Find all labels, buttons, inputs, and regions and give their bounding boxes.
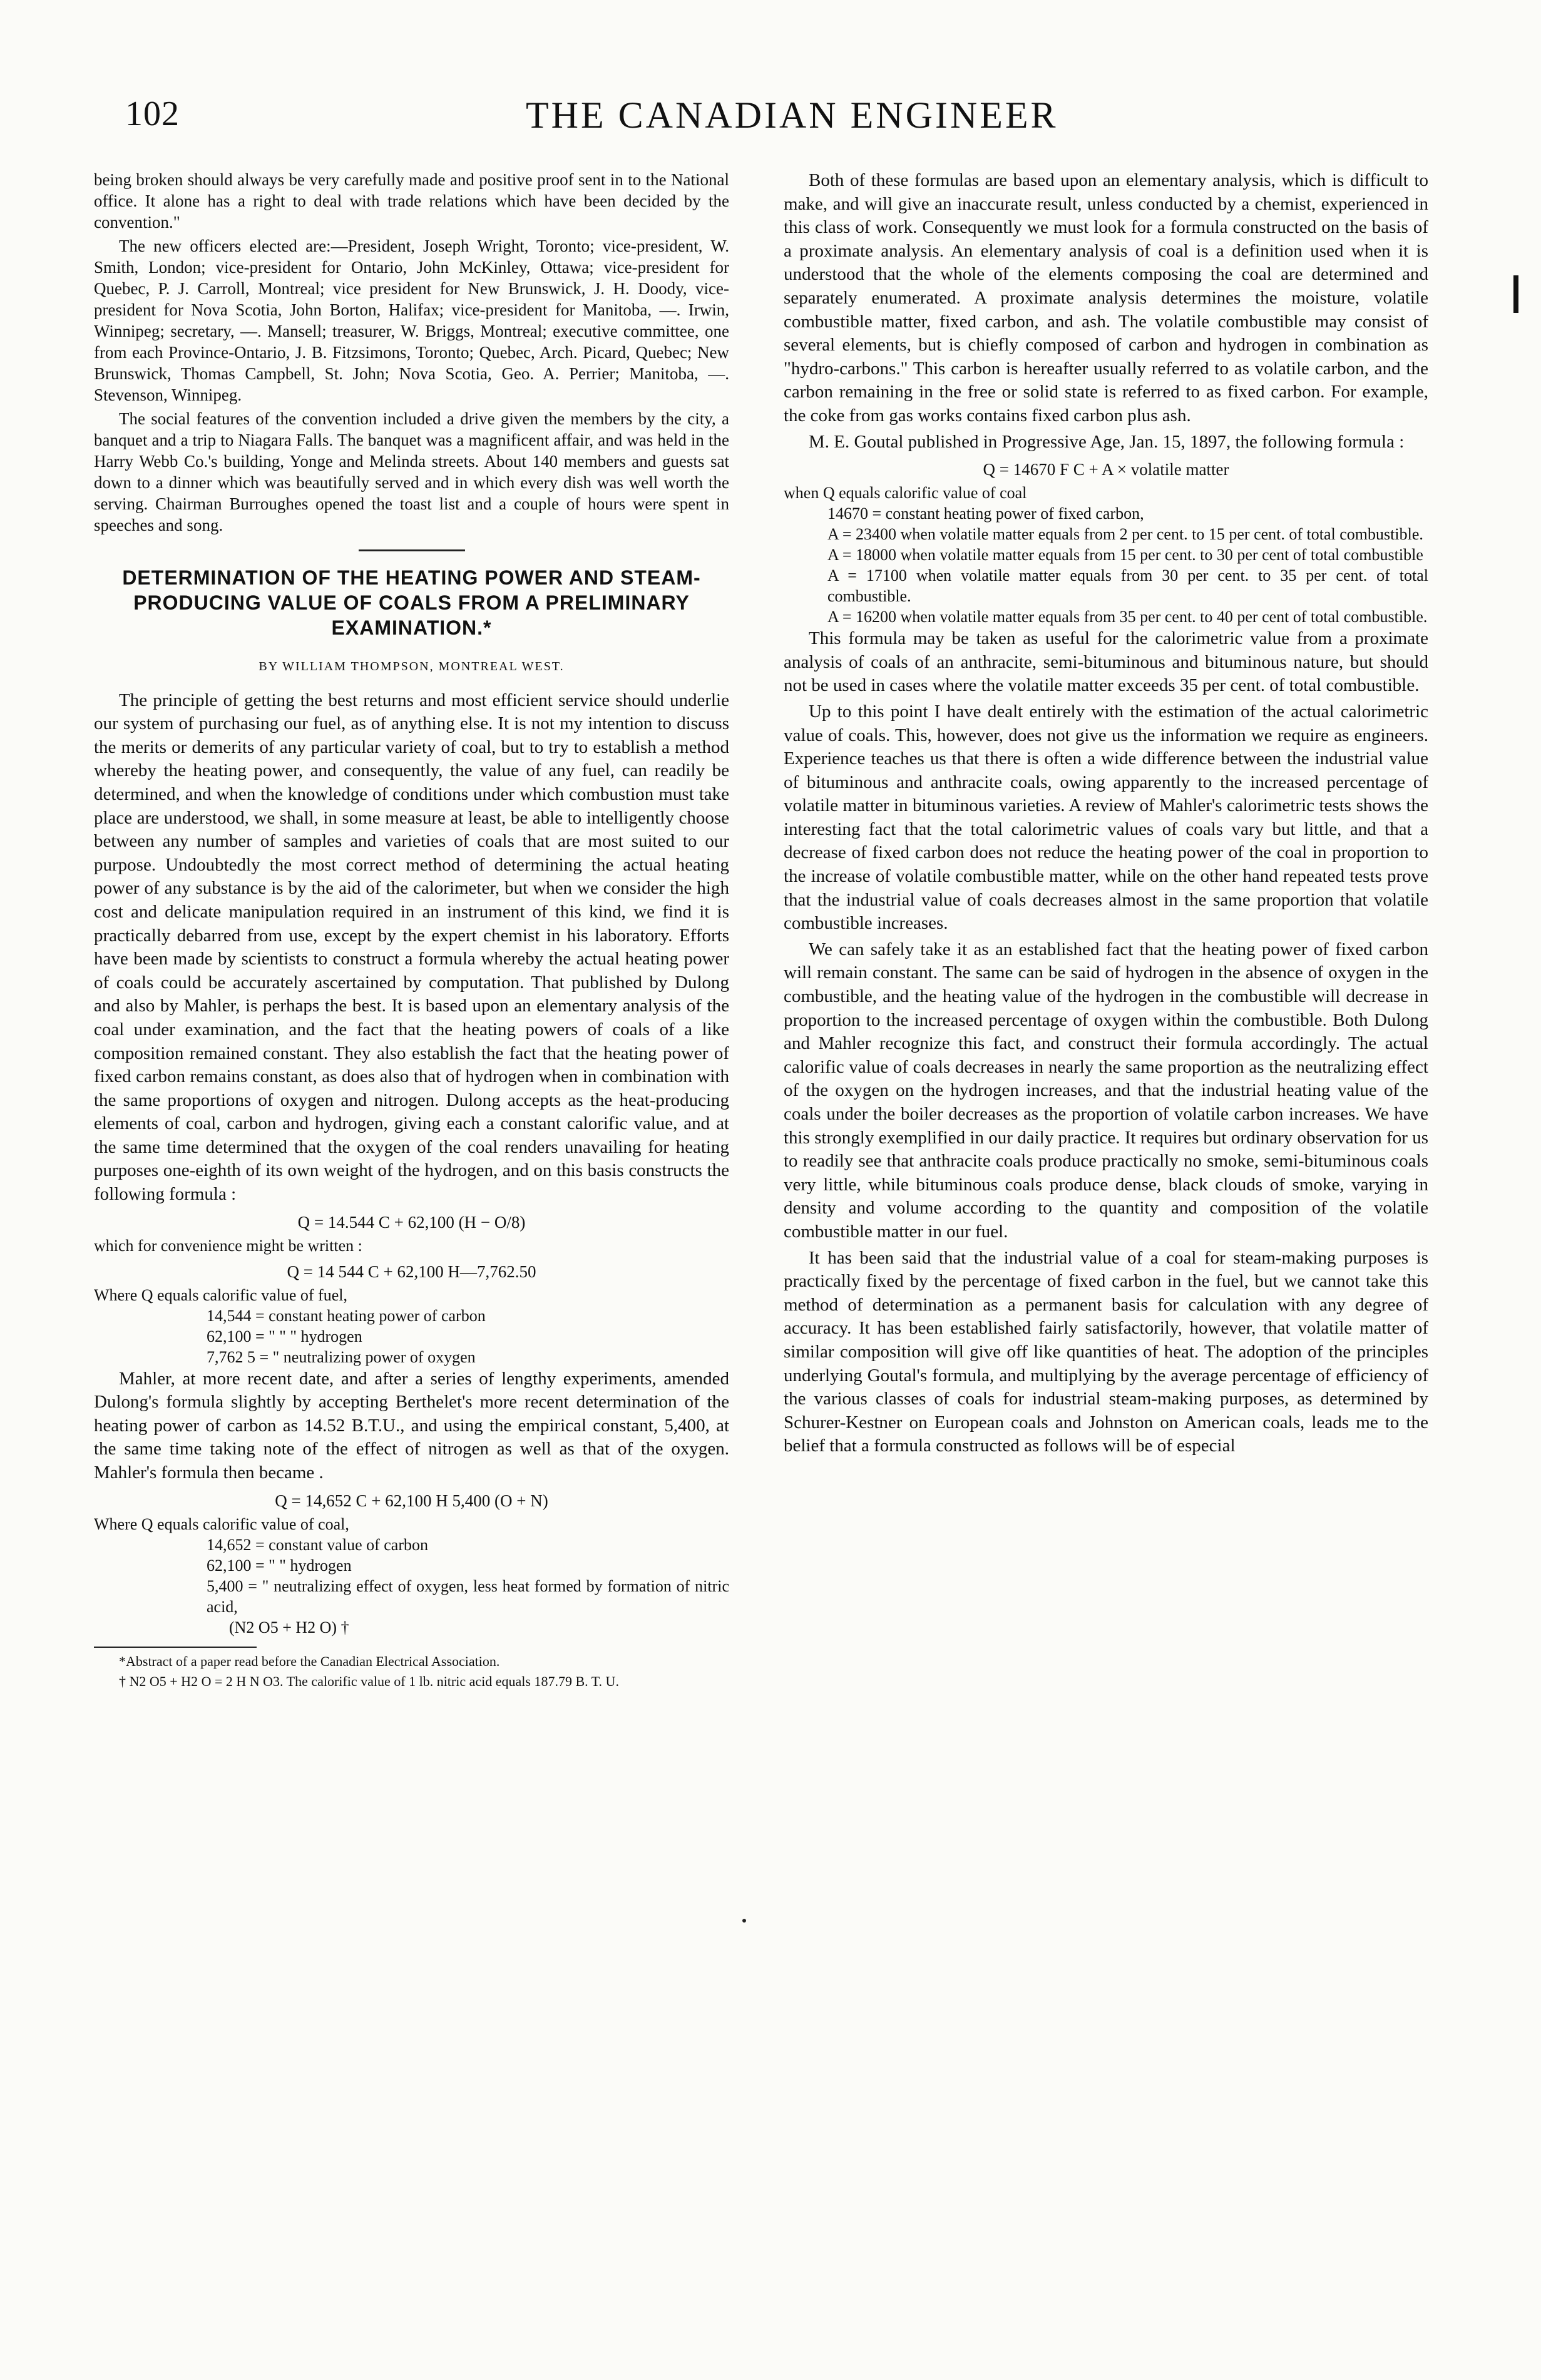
byline: BY WILLIAM THOMPSON, MONTREAL WEST. bbox=[259, 660, 565, 673]
formula-where: Where Q equals calorific value of coal, bbox=[94, 1514, 349, 1533]
dulong-formula: Q = 14.544 C + 62,100 (H − O/8) bbox=[297, 1212, 526, 1232]
body-paragraph: Mahler, at more recent date, and after a series of lengthy experiments, amended Dulong's formula slightly by accepting Berthelet's more recent determination of the heating power of carbon as 14.52 B.T.U., and using the empirical constant, 5,400, at the same time taking note of the effect of nitrogen as well as that of the oxygen. Mahler's formula then became . bbox=[94, 1368, 729, 1483]
footnote-divider bbox=[94, 1647, 257, 1648]
goutal-formula: Q = 14670 F C + A × volatile matter bbox=[983, 460, 1229, 479]
formula-definition: 14670 = constant heating power of fixed carbon, bbox=[827, 504, 1144, 523]
social-paragraph: The social features of the convention included a drive given the members by the city, a banquet and a trip to Niagara Falls. The banquet was a magnificent affair, and was held in the Harry Webb Co.'s building, Yonge and Melinda streets. About 140 members and guests sat down to a dinner which was beautifully served and in which every dish was well worth the serving. Chairman Burroughes opened the toast list and a couple of hours were spent in speeches and song. bbox=[94, 409, 729, 534]
formula-definition: 5,400 = " neutralizing effect of oxygen, less heat formed by formation of nitric acid, bbox=[207, 1576, 729, 1616]
officers-paragraph: The new officers elected are:—President, Joseph Wright, Toronto; vice-president, W. Smith, London; vice-president for Ontario, John McKinley, Ottawa; vice-president for Quebec, P. J. Carroll, Montreal; vice president for New Brunswick, J. H. Doody, vice-president for Nova Scotia, John Borton, Halifax; vice-president for Manitoba, —. Irwin, Winnipeg; secretary, —. Mansell; treasurer, W. Briggs, Montreal; executive committee, one from each Province-Ontario, J. B. Fitzsimons, Toronto; Quebec, Arch. Picard, Quebec; New Brunswick, Thomas Campbell, St. John; Nova Scotia, Geo. A. Perrier; Manitoba, —. Stevenson, Winnipeg. bbox=[94, 237, 729, 404]
body-paragraph: Up to this point I have dealt entirely with the estimation of the actual calorimetric value of coals. This, however, does not give us the information we require as engineers. Experience teaches us that there is often a wide difference between the industrial value of bituminous and anthracite coals, owing apparently to the increased percentage of volatile matter in bituminous varieties. A review of Mahler's calorimetric tests shows the interesting fact that the total calorimetric values of coals vary but little, and that a decrease of fixed carbon does not reduce the heating power of the coal in proportion to the increase of volatile combustible matter, while on the other hand repeated tests prove that the industrial value of coals decreases almost in the same proportion that volatile combustible increases. bbox=[784, 701, 1428, 934]
formula-where: Where Q equals calorific value of fuel, bbox=[94, 1285, 347, 1304]
body-paragraph: M. E. Goutal published in Progressive Age, Jan. 15, 1897, the following formula : bbox=[809, 431, 1405, 452]
formula-definition: 14,652 = constant value of carbon bbox=[207, 1535, 429, 1554]
body-paragraph: We can safely take it as an established fact that the heating power of fixed carbon will remain constant. The same can be said of hydrogen in the absence of oxygen in the combustible, and the heating value of the hydrogen in the combustible will decrease in proportion to the increased percentage of oxygen within the combustible. Both Dulong and Mahler recognize this fact, and construct their formula accordingly. The actual calorific value of coals decreases in nearly the same proportion as the neutralizing effect of the oxygen on the hydrogen increases, and that the industrial heating value of the coals under the boiler decreases as the proportion of volatile carbon increases. We have this strongly exemplified in our daily practice. It requires but ordinary observation for us to readily see that anthracite coals produce practically no smoke, semi-bituminous coals very little, while bituminous coals produce dense, black clouds of smoke, varying in density and volume according to the quantity and composition of the volatile combustible matter in our fuel. bbox=[784, 939, 1428, 1242]
dulong-formula-expanded: Q = 14 544 C + 62,100 H—7,762.50 bbox=[287, 1262, 536, 1281]
formula-note: which for convenience might be written : bbox=[94, 1236, 362, 1255]
formula-definition: 7,762 5 = " neutralizing power of oxygen bbox=[207, 1347, 476, 1366]
formula-where: when Q equals calorific value of coal bbox=[784, 484, 1027, 503]
body-paragraph: Both of these formulas are based upon an elementary analysis, which is difficult to make, and will give an inaccurate result, unless conducted by a chemist, experienced in this class of work. Consequently we must look for a formula constructed on the basis of a proximate analysis. An elementary analysis of coal is a definition used when it is understood that the whole of the elements composing the coal are determined and separately enumerated. A proximate analysis determines the moisture, volatile combustible matter, fixed carbon, and ash. The volatile combustible may consist of several elements, but is chiefly composed of carbon and hydrogen in combination as "hydro-carbons." This carbon is hereafter usually referred to as volatile carbon, and the carbon remaining in the free or solid state is referred to as fixed carbon. For example, the coke from gas works contains fixed carbon plus ash. bbox=[784, 170, 1428, 426]
formula-definition: A = 23400 when volatile matter equals from 2 per cent. to 15 per cent. of total combustible. bbox=[827, 525, 1423, 544]
body-paragraph: This formula may be taken as useful for the calorimetric value from a proximate analysis of coals of an anthracite, semi-bituminous and bituminous nature, but should not be used in cases where the volatile matter exceeds 35 per cent. of total combustible. bbox=[784, 628, 1428, 696]
journal-title: THE CANADIAN ENGINEER bbox=[526, 94, 1058, 136]
article-title: DETERMINATION OF THE HEATING POWER AND STEAM-PRODUCING VALUE OF COALS FROM A PRELIMINARY EXAMINATION.* bbox=[122, 566, 701, 639]
footnote: † N2 O5 + H2 O = 2 H N O3. The calorific value of 1 lb. nitric acid equals 187.79 B. T. U. bbox=[119, 1673, 619, 1689]
left-column bbox=[94, 169, 729, 1693]
stray-mark bbox=[742, 1919, 746, 1923]
margin-mark bbox=[1513, 275, 1518, 313]
right-column bbox=[784, 169, 1428, 1461]
formula-definition: 14,544 = constant heating power of carbon bbox=[207, 1306, 486, 1325]
formula-definition: 62,100 = " " " hydrogen bbox=[207, 1327, 362, 1346]
section-divider bbox=[359, 549, 465, 551]
formula-definition: 62,100 = " " hydrogen bbox=[207, 1556, 352, 1575]
footnote: *Abstract of a paper read before the Canadian Electrical Association. bbox=[119, 1653, 500, 1669]
mahler-formula: Q = 14,652 C + 62,100 H 5,400 (O + N) bbox=[275, 1491, 548, 1510]
continued-paragraph: being broken should always be very carefully made and positive proof sent in to the National office. It alone has a right to deal with trade relations which have been decided by the convention." bbox=[94, 170, 729, 232]
formula-definition: A = 17100 when volatile matter equals from 30 per cent. to 35 per cent. of total combustible. bbox=[827, 566, 1428, 606]
page-header bbox=[125, 94, 1415, 144]
formula-definition: (N2 O5 + H2 O) † bbox=[229, 1618, 349, 1637]
body-paragraph: It has been said that the industrial value of a coal for steam-making purposes is practically fixed by the percentage of fixed carbon in the fuel, but we cannot take this method of determination as a permanent basis for calculation with any degree of accuracy. It has been established fairly satisfactorily, however, that volatile matter of similar composition will give off like quantities of heat. The adoption of the principles underlying Goutal's formula, and multiplying by the average percentage of efficiency of the various classes of coals for industrial steam-making purposes, as determined by Schurer-Kestner on European coals and Johnston on American coals, leads me to the belief that a formula constructed as follows will be of especial bbox=[784, 1247, 1428, 1456]
page-number: 102 bbox=[125, 94, 180, 133]
formula-definition: A = 16200 when volatile matter equals from 35 per cent. to 40 per cent of total combustible. bbox=[827, 608, 1428, 626]
formula-definition: A = 18000 when volatile matter equals from 15 per cent. to 30 per cent of total combustible bbox=[827, 546, 1423, 564]
body-paragraph: The principle of getting the best returns and most efficient service should underlie our system of purchasing our fuel, as of anything else. It is not my intention to discuss the merits or demerits of any particular variety of coal, but to try to establish a method whereby the heating power, and consequently, the value of any fuel, can readily be determined, and when the knowledge of conditions under which combustion must take place are understood, we shall, in some measure at least, be able to intelligently choose between any number of samples and varieties of coals that are most suited to our purpose. Undoubtedly the most correct method of determining the actual heating power of any substance is by the aid of the calorimeter, but when we consider the high cost and delicate manipulation required in an instrument of this kind, we find it is practically debarred from use, except by the expert chemist in his laboratory. Efforts have been made by scientists to construct a formula whereby the actual heating power of coals could be accurately ascertained by computation. That published by Dulong and also by Mahler, is perhaps the best. It is based upon an elementary analysis of the coal under examination, and the fact that the heating powers of coals of a like composition remained constant. They also establish the fact that the heating power of fixed carbon remains constant, as does also that of hydrogen when in combination with the same proportions of oxygen and nitrogen. Dulong accepts as the heat-producing elements of coal, carbon and hydrogen, giving each a constant calorific value, and at the same time determined that the oxygen of the coal renders unavailing for heating purposes one-eighth of its own weight of the hydrogen, and on this basis constructs the following formula : bbox=[94, 690, 729, 1205]
